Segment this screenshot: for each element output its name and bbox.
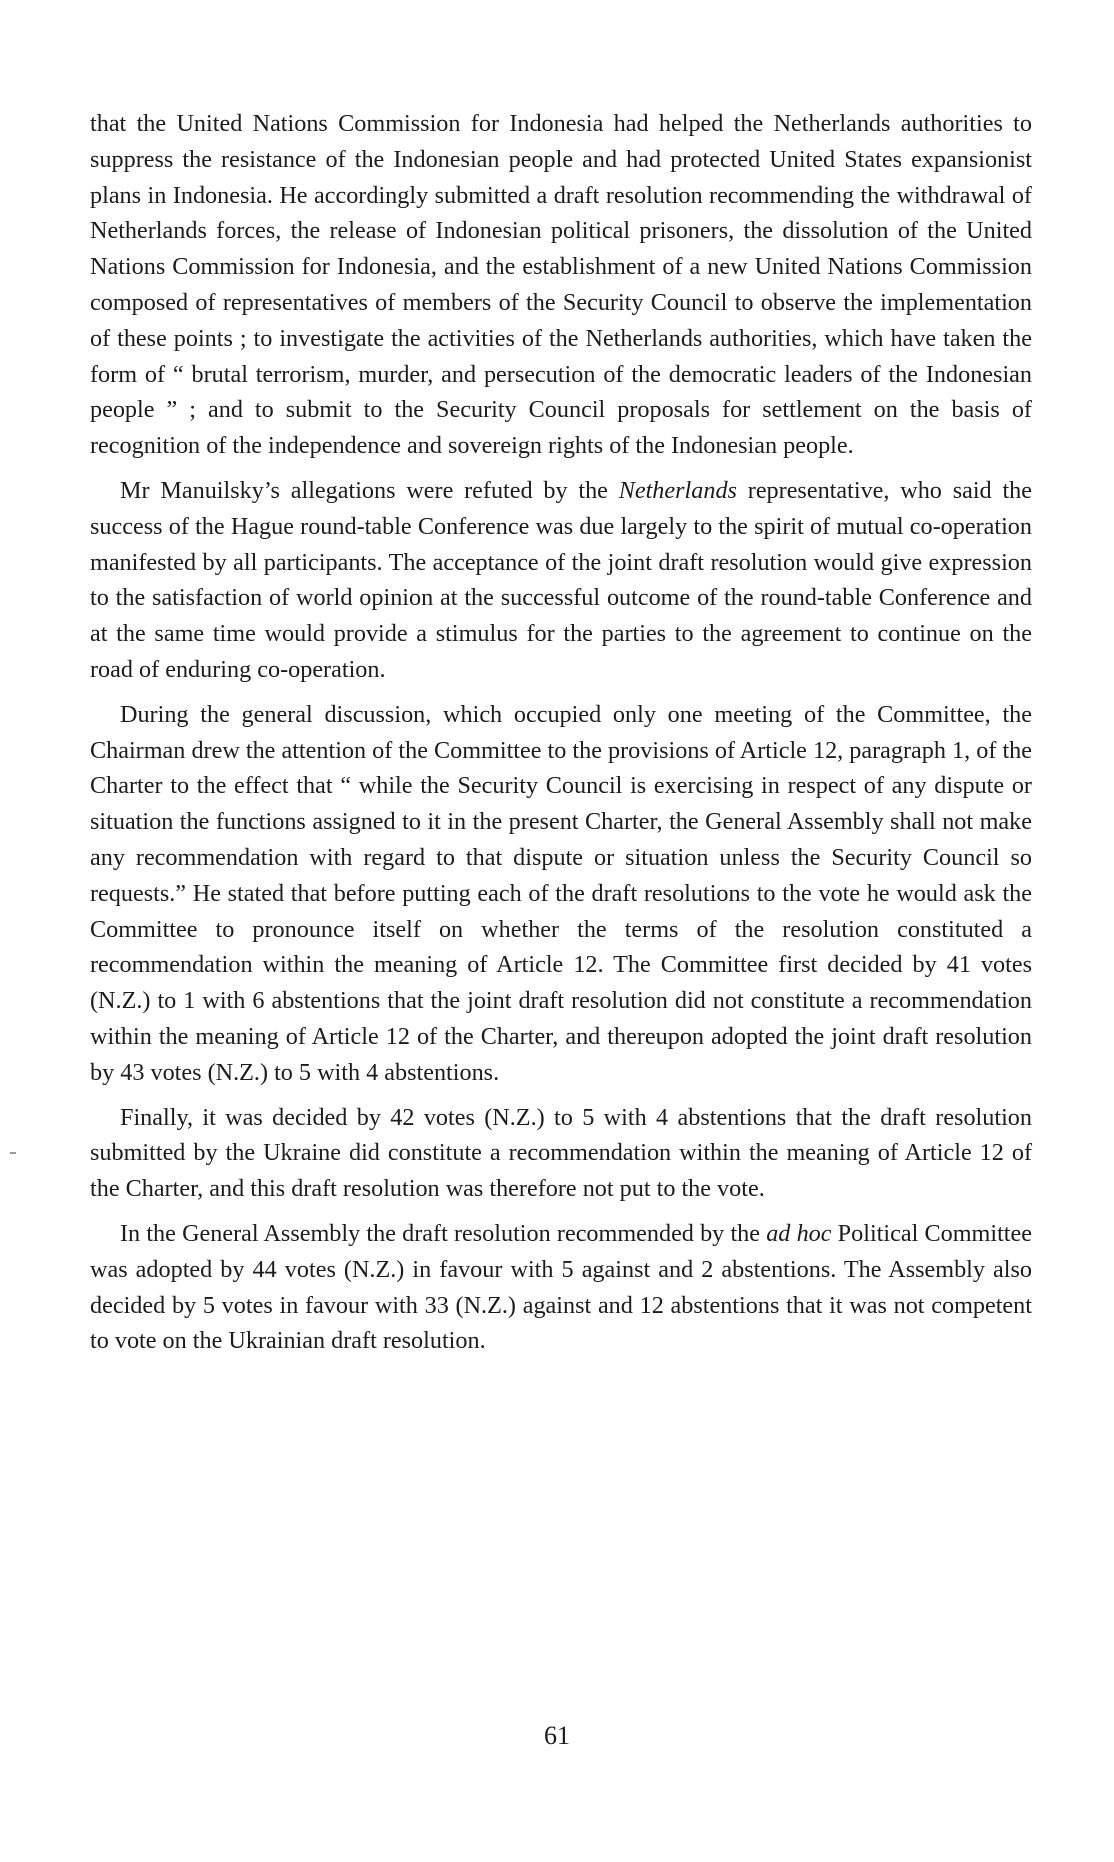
- paragraph-5-italic-ad-hoc: ad hoc: [766, 1219, 832, 1247]
- page-body: [90, 106, 1032, 1359]
- paragraph-3: [90, 697, 1032, 1091]
- paragraph-3-text: During the general discussion, which occupied only one meeting of the Committee, the Chairman drew the attention of the Committee to the provisions of Article 12, paragraph 1, of the Charter to the effect that “ while the Security Council is exercising in respect of any dispute or situation the functions assigned to it in the present Charter, the General Assembly shall not make any recommendation with regard to that dispute or situation unless the Security Council so requests.” He stated that before putting each of the draft resolutions to the vote he would ask the Committee to pronounce itself on whether the terms of the resolution constituted a recommendation within the meaning of Article 12. The Committee first decided by 41 votes (N.Z.) to 1 with 6 abstentions that the joint draft resolution did not constitute a recommendation within the meaning of Article 12 of the Charter, and thereupon adopted the joint draft resolution by 43 votes (N.Z.) to 5 with 4 abstentions.: [90, 700, 1032, 1086]
- paragraph-5-text-start: In the General Assembly the draft resolution recommended by the: [120, 1219, 767, 1247]
- page-number: 61: [544, 1721, 570, 1750]
- paragraph-1: [90, 106, 1032, 464]
- paragraph-2-italic-netherlands: Netherlands: [618, 476, 737, 504]
- paragraph-2-text-start: Mr Manuilsky’s allegations were refuted by the: [120, 476, 619, 504]
- paragraph-5: [90, 1216, 1032, 1359]
- paragraph-1-text: that the United Nations Commission for Indonesia had helped the Netherlands authorities to suppress the resistance of the Indonesian people and had protected United States expansionist plans in Indonesia. He accordingly submitted a draft resolution recommending the withdrawal of Netherlands forces, the release of Indonesian political prisoners, the dissolution of the United Nations Commission for Indonesia, and the establishment of a new United Nations Commission composed of representatives of members of the Security Council to observe the implementation of these points ; to investigate the activities of the Netherlands authorities, which have taken the form of “ brutal terrorism, murder, and persecution of the democratic leaders of the Indonesian people ” ; and to submit to the Security Council proposals for settlement on the basis of recognition of the independence and sovereign rights of the Indonesian people.: [90, 110, 1032, 460]
- paragraph-2: [90, 473, 1032, 688]
- margin-mark: [10, 1152, 16, 1154]
- paragraph-2-text-end: representative, who said the success of the Hague round-table Conference was due largely to the spirit of mutual co-operation manifested by all participants. The acceptance of the joint draft resolution would give expression to the satisfaction of world opinion at the successful outcome of the round-table Conference and at the same time would provide a stimulus for the parties to the agreement to continue on the road of enduring co-operation.: [90, 476, 1032, 683]
- paragraph-5-text-end: Political Committee was adopted by 44 votes (N.Z.) in favour with 5 against and 2 abstentions. The Assembly also decided by 5 votes in favour with 33 (N.Z.) against and 12 abstentions that it was not competent to vote on the Ukrainian draft resolution.: [90, 1219, 1032, 1355]
- paragraph-4-text: Finally, it was decided by 42 votes (N.Z.) to 5 with 4 abstentions that the draft resolution submitted by the Ukraine did constitute a recommendation within the meaning of Article 12 of the Charter, and this draft resolution was therefore not put to the vote.: [90, 1103, 1032, 1203]
- paragraph-4: [90, 1100, 1032, 1207]
